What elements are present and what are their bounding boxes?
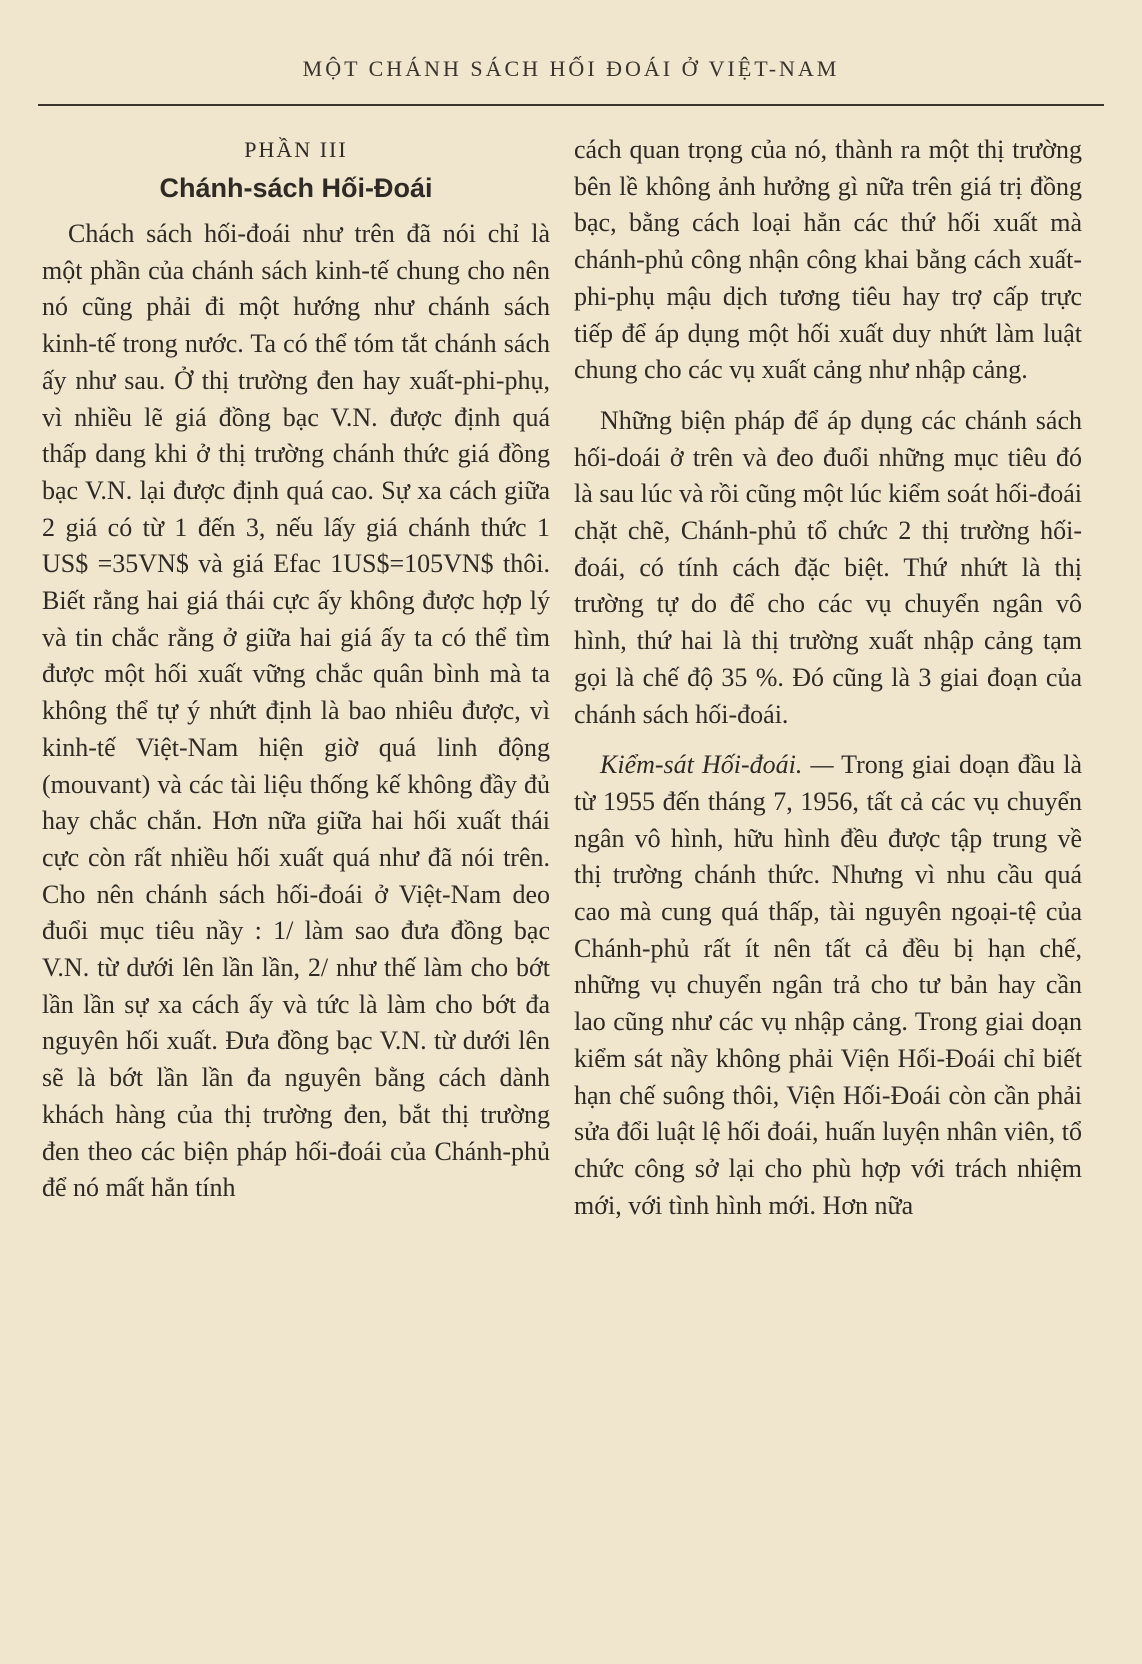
header-rule (38, 104, 1104, 106)
right-column (574, 132, 1082, 1224)
right-paragraph-2: Những biện pháp để áp dụng các chánh sách hối-doái ở trên và đeo đuổi những mục tiêu đó là sau lúc và rồi cũng một lúc kiểm soát hối-đoái chặt chẽ, Chánh-phủ tổ chức 2 thị trường hối-đoái, có tính cách đặc biệt. Thứ nhứt là thị trường tự do để cho các vụ chuyển ngân vô hình, thứ hai là thị trường xuất nhập cảng tạm gọi là chế độ 35 %. Đó cũng là 3 giai đoạn của chánh sách hối-đoái. (574, 405, 1082, 729)
right-paragraph-1: cách quan trọng của nó, thành ra một thị trường bên lề không ảnh hưởng gì nữa trên giá trị đồng bạc, bằng cách loại hẳn các thứ hối xuất mà chánh-phủ công nhận công khai bằng cách xuất-phi-phụ mậu dịch tương tiêu hay trợ cấp trực tiếp để áp dụng một hối xuất duy nhứt làm luật chung cho các vụ xuất cảng như nhập cảng. (574, 135, 1082, 385)
left-column (42, 132, 550, 1207)
part-label: PHẦN III (244, 137, 348, 162)
right-paragraph-3 (574, 747, 1082, 1224)
section-title: Chánh-sách Hối-Đoái (159, 173, 433, 203)
running-header: MỘT CHÁNH SÁCH HỐI ĐOÁI Ở VIỆT-NAM (302, 56, 840, 81)
paragraph-3-body: Trong giai doạn đầu là từ 1955 đến tháng 7, 1956, tất cả các vụ chuyển ngân vô hình, hữu hình đều được tập trung về thị trường chánh thức. Nhưng vì nhu cầu quá cao mà cung quá thấp, tài nguyên ngoại-tệ của Chánh-phủ rất ít nên tất cả đều bị hạn chế, những vụ chuyển ngân trả cho tư bản hay cần lao cũng như các vụ nhập cảng. Trong giai doạn kiểm sát nầy không phải Viện Hối-Đoái chỉ biết hạn chế suông thôi, Viện Hối-Đoái còn cần phải sửa đổi luật lệ hối đoái, huấn luyện nhân viên, tổ chức công sở lại cho phù hợp với trách nhiệm mới, với tình hình mới. Hơn nữa (574, 750, 1082, 1220)
left-paragraph-1: Chách sách hối-đoái như trên đã nói chỉ là một phần của chánh sách kinh-tế chung cho nên nó cũng phải đi một hướng như chánh sách kinh-tế trong nước. Ta có thể tóm tắt chánh sách ấy như sau. Ở thị trường đen hay xuất-phi-phụ, vì nhiều lẽ giá đồng bạc V.N. được định quá thấp dang khi ở thị trường chánh thức giá đồng bạc V.N. lại được định quá cao. Sự xa cách giữa 2 giá có từ 1 đến 3, nếu lấy giá chánh thức 1 US$ =35VN$ và giá Efac 1US$=105VN$ thôi. Biết rằng hai giá thái cực ấy không được hợp lý và tin chắc rằng ở giữa hai giá ấy ta có thể tìm được một hối xuất vững chắc quân bình mà ta không thể tự ý nhứt định là bao nhiêu được, vì kinh-tế Việt-Nam hiện giờ quá linh động (mouvant) và các tài liệu thống kế không đầy đủ hay chắc chắn. Hơn nữa giữa hai hối xuất thái cực còn rất nhiều hối xuất quá như đã nói trên. Cho nên chánh sách hối-đoái ở Việt-Nam deo đuổi mục tiêu nầy : 1/ làm sao đưa đồng bạc V.N. từ dưới lên lần lần, 2/ như thế làm cho bớt lần lần sự xa cách ấy và tức là làm cho bớt đa nguyên hối xuất. Đưa đồng bạc V.N. từ dưới lên sẽ là bớt lần lần đa nguyên bằng cách dành khách hàng của thị trường đen, bắt thị trường đen theo các biện pháp hối-đoái của Chánh-phủ để nó mất hẳn tính (42, 219, 550, 1203)
paragraph-lead-heading: Kiểm-sát Hối-đoái. — (600, 750, 834, 780)
